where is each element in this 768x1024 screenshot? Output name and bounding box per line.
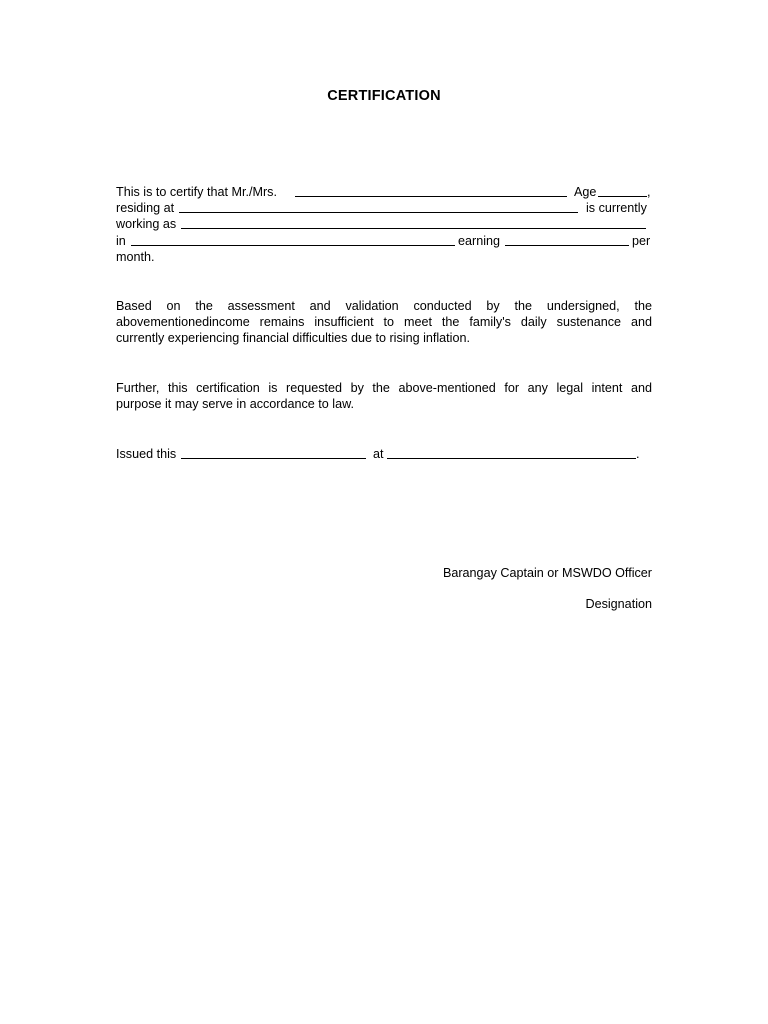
name-blank [295,184,567,197]
period-text: . [636,447,640,461]
currently-text: is currently [586,201,647,216]
issued-date-blank [181,446,366,459]
line-occupation [116,216,652,232]
paragraph-personal-details [116,184,652,265]
purpose-row-1: Further, this certification is requested by the above-mentioned for any legal intent and [116,381,652,395]
purpose-row-2: purpose it may serve in accordance to law. [116,397,355,412]
working-label: working as [116,217,177,232]
line-residence [116,200,652,216]
assessment-row-1: Based on the assessment and validation conducted by the undersigned, the [116,299,652,313]
paragraph-purpose [116,380,652,412]
signatory-title: Barangay Captain or MSWDO Officer [442,566,652,580]
line-workplace-earning [116,233,652,249]
assessment-row-2: abovementionedincome remains insufficient to meet the family's daily sustenance and [116,315,652,330]
line-month [116,249,652,265]
document-title: CERTIFICATION [327,88,441,104]
earning-label: earning [458,233,501,248]
at-label: at [373,447,384,461]
occupation-blank [181,216,646,229]
issued-label: Issued this [116,447,177,461]
signatory-designation: Designation [585,597,652,611]
per-text: per [632,233,651,248]
workplace-blank [131,233,455,246]
earning-blank [505,233,629,246]
residence-blank [179,200,578,213]
age-label: Age [574,185,597,199]
issued-place-blank [387,446,636,459]
line-name-age [116,184,652,200]
residing-label: residing at [116,201,175,216]
paragraph-issued [116,446,652,462]
paragraph-assessment [116,298,652,347]
line-issued [116,446,652,462]
assessment-row-3: currently experiencing financial difficulties due to rising inflation. [116,331,470,346]
age-blank [598,184,647,197]
in-label: in [116,233,126,248]
month-text: month. [116,249,155,264]
certify-text: This is to certify that Mr./Mrs. [116,185,277,199]
comma-text: , [647,185,651,199]
